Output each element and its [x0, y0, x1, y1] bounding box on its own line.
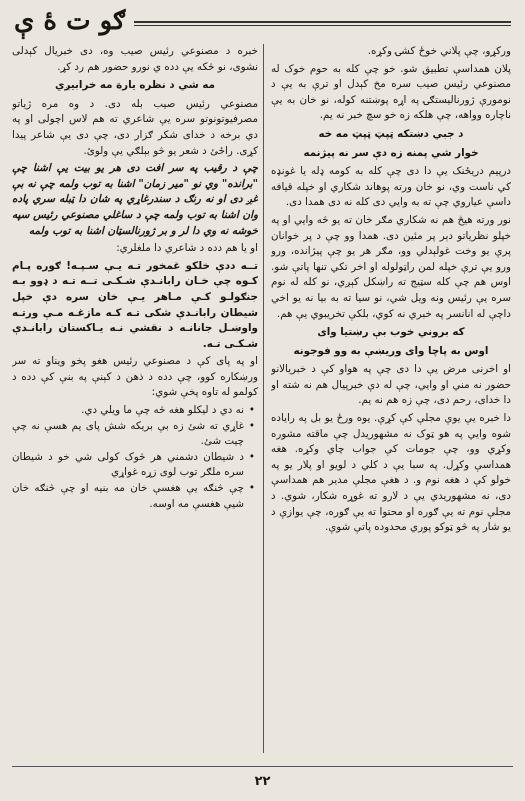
paragraph: او په پای کې د مصنوعي رئيس هغو پخو ويناو ته سر ورښکاره کوو، چې دده د ذهن د کېنې په بنې کې دده د کولمو له تاوه پخې شوي: — [12, 355, 258, 399]
paragraph: او يا هم دده د شاعري دا ملغلري: — [116, 242, 258, 255]
section-subheading: اوس به پاچا وای وريښې به وو فوجونه — [293, 344, 489, 357]
paragraph: دا خبره يې يوې مجلې کې کړې. يوه ورځ يو بل په راياده شوه وايي په هو ټوک نه مشهوريدل چې ماقته مشوره وکړي وو، چې جومات کې جواب چاي وکړه. هغه همداسې وکړل. په سبا يې د کلي د لويو او پلار يو په خولو کې د هغه نوم و. د هغې مجلې مدير هم همداسې دی، نه مشهوريدي يې د لارو ته غوړه شکار، شوي. د مجلې نوم ته يې ګوره او محتوا ته يې ګوره، چې يوازې د يو شار په څو ټوکو پوري محدوده پاتې شوې. — [271, 412, 511, 534]
page-number: ۲۲ — [254, 774, 271, 789]
right-column — [271, 44, 511, 755]
list-item: • غاړي ته شئ زه بې بريکه شش پای يم هسې نه چې چيت شئ. — [12, 419, 244, 450]
header-rule-thin — [134, 25, 511, 26]
list-item: • چې څنګه يې هغسې خان مه بنيه او چې څنګه خان شيې هغسې مه اوسه. — [12, 481, 244, 512]
page-header — [14, 6, 511, 40]
poem-block: تــه ددې خلکو غمخور تـه يـې سـپـه! ګوره پـام کـوه چې خـان رابانـدې شـکـی تــه تـه د ډوو بـه جنګولـو کـې مـاهر يـې خان سره دې خپل شيطان رابانـدې شکی تـه کـه مازغـه مـې ورتـه واوښـل جانانـه د نقشي نـه يـاکستان رابانـدې شـکـی تـه. — [12, 259, 258, 350]
paragraph: او اخرنی مرض يې دا دی چې په هواو کې د خبريالانو حضور نه مني او وايي، چې له دې خبرپيال هم نه شته او دا خدای، رحم دی، چې زه هم نه يم. — [271, 363, 511, 407]
paragraph: پلان همداسې تطبيق شو. خو چې کله به حوم خوک له مصنوعي رئيس صيب سره مخ کېدل او ترې به يې د نومورې ژورناليستګۍ په اړه پوښتنه کوله، نو خان به يې ناچاره وواهه، چې هلکه زه خو سچ خبر نه يم. — [271, 62, 511, 122]
paragraph: ورکړو، چې پلاني خوځ کشۍ وکړه. — [367, 45, 511, 57]
header-rule — [134, 21, 511, 23]
magazine-logo: ګو ت ۀ ې — [14, 6, 126, 36]
left-column — [12, 44, 258, 755]
paragraph: خبره د مصنوعي رئيس صيب وه، دی خبريال کېدلی نشوی، نو څکه يې دده ي نورو حضور هم رد کړ. — [12, 45, 258, 73]
section-heading: که بروني خوب بې رښتيا وای — [317, 326, 465, 339]
paragraph: درپيم دريځنک يې دا دی چې کله به کومه ډله يا غونډه کي ناست وي، نو خان ورته پوهاند شکاري او خپله قيافه داسې عياروي چې ته به وايي دی کله نه دی همدا دی. — [271, 165, 511, 209]
footer-rule — [12, 766, 513, 767]
column-divider — [263, 44, 264, 753]
list-item: • نه دي د ليکلو هغه څه چې ما ويلي دي. — [12, 403, 244, 419]
list-item: • د شيطان دشمني هر څوک کولی شي خو د شيطان سره ملګر توب لوی زړه غواړي — [12, 450, 244, 481]
paragraph: نور ورته هيڅ هم نه شکاري مګر خان ته يو څه وايي او په خپلو نظرياتو دېر پر مئين دی. همدا وو چې د پر خوانان پرې يو وخت غولېدلي وو، مګر هر يو چې پيژانده، ورو ورو يې ترې خپله لمن راټولوله او اخر تکي تنها پاتې شو. اوس هم چې کله سټيج ته راښکل کېږي، نو کله له نوم سره يې رئيس ونه ويل شي، نو سيا ته به بيا نه يو اخي داچې له انانسر په خبري نه کوي، بلکې تخريبوي يې هم. — [271, 213, 511, 320]
section-heading: د جبي دښتکه ټپټ ټپټ مه خه — [318, 127, 464, 140]
section-subheading: خوار شي پمنه زه دې سر نه پيژنمه — [303, 146, 479, 159]
poem-block: چې د رقيب په سر افت دی هر يو بيت يې اشنا چې "برانده" وي نو "مير زمان" اشنا به توب ولمه چې نه بې غږ دی او نه رنګ د سندرغاړي په شان دا ټبله سري پاده وان اشنا به توب ولمه چې د ساغلي مصنوعي رئيس سپه خوشه نه وي دا لر و بر ژورنالسټان اشنا به توب ولمه — [12, 162, 258, 237]
section-heading: مه شي د نظره يارة مه خرابيږي — [55, 79, 215, 92]
paragraph: مصنوعي رئيس صيب بله دی. د وه مره ژياتو مصرفيوتونوتو سره يې شاعري ته هم لاس اچولی او په دي برخه د خدای شکر ګزار دی، چې دی يې شاعر پيدا کړی. راځئ د شعر يو څو بېلګي يې ولوئ. — [12, 97, 258, 157]
quote-list — [12, 403, 258, 512]
